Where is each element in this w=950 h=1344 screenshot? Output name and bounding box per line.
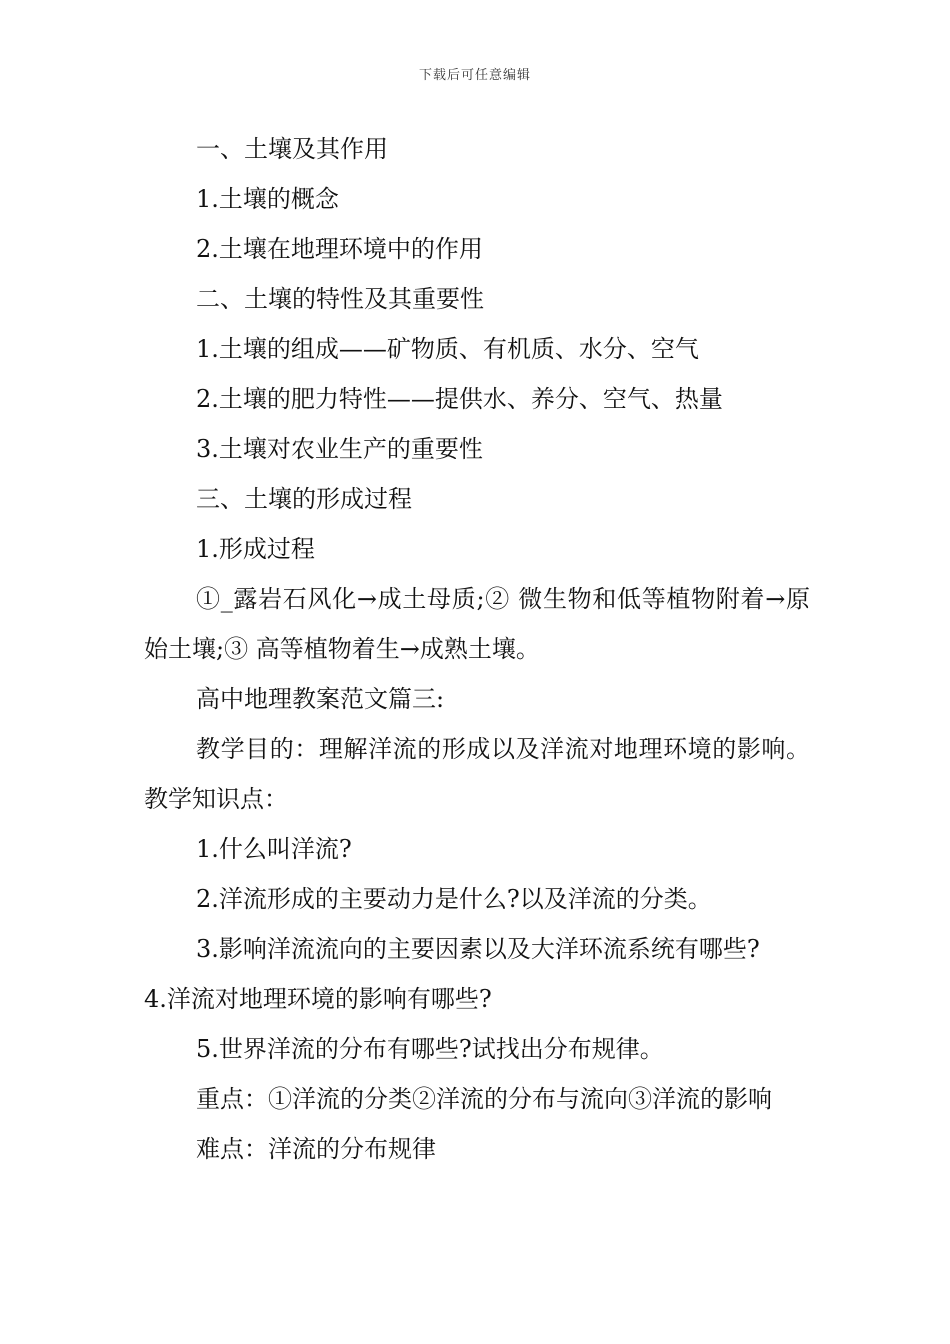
list-item: 5.世界洋流的分布有哪些?试找出分布规律。 (196, 1035, 664, 1063)
list-item: 2.土壤的肥力特性——提供水、养分、空气、热量 (196, 385, 723, 413)
list-item: 1.什么叫洋流? (196, 835, 352, 863)
section-heading-2: 二、土壤的特性及其重要性 (196, 285, 484, 313)
key-points-paragraph: 重点：①洋流的分类②洋流的分布与流向③洋流的影响 (196, 1085, 772, 1113)
teaching-objective-paragraph: 教学目的：理解洋流的形成以及洋流对地理环境的影响。教学知识点： (144, 735, 810, 813)
section-heading-1: 一、土壤及其作用 (196, 135, 388, 163)
formation-steps-paragraph: ①_露岩石风化→成土母质;② 微生物和低等植物附着→原始土壤;③ 高等植物着生→成熟土壤。 (144, 585, 810, 663)
section-heading-3: 三、土壤的形成过程 (196, 485, 412, 513)
lesson-plan-title: 高中地理教案范文篇三: (196, 685, 445, 713)
list-item: 4.洋流对地理环境的影响有哪些? (144, 985, 492, 1013)
list-item: 2.洋流形成的主要动力是什么?以及洋流的分类。 (196, 885, 712, 913)
page-header: 下载后可任意编辑 (418, 68, 531, 83)
list-item: 1.土壤的组成——矿物质、有机质、水分、空气 (196, 335, 699, 363)
document-body (144, 124, 810, 1174)
list-item: 2.土壤在地理环境中的作用 (196, 235, 483, 263)
difficult-points-paragraph: 难点：洋流的分布规律 (196, 1135, 436, 1163)
list-item: 3.影响洋流流向的主要因素以及大洋环流系统有哪些? (196, 935, 760, 963)
list-item: 3.土壤对农业生产的重要性 (196, 435, 483, 463)
list-item: 1.形成过程 (196, 535, 315, 563)
list-item: 1.土壤的概念 (196, 185, 339, 213)
